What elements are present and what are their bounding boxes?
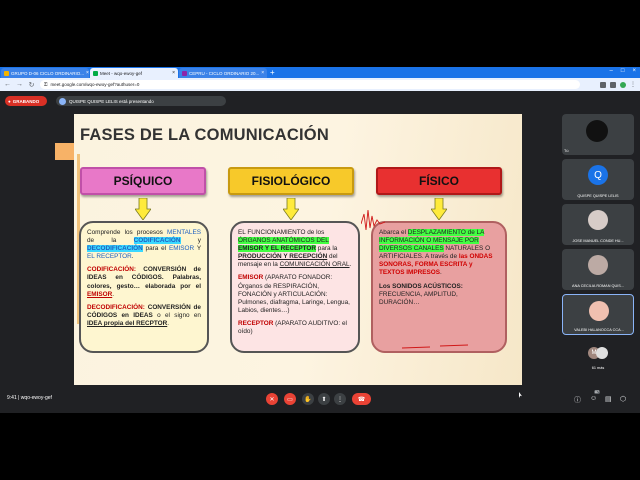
text: FRECUENCIA, AMPLITUD, DURACIÓN… [379,290,458,306]
text: EL FUNCIONAMIENTO de los [238,229,325,236]
phase-fisiologico: FISIOLÓGICO [228,167,354,195]
more-participants-tile[interactable] [562,339,634,380]
avatar [589,301,609,321]
annotation-scribble [361,204,387,238]
text: Abarca el [379,229,408,236]
text: ÓRGANOS ANATÓMICOS [238,237,315,245]
activities-icon[interactable]: ⬡ [620,396,627,403]
tab-label: Meet - wqo-ewoy-gef [100,70,143,76]
presentation-slide [74,114,522,385]
avatar [596,347,608,359]
presenter-banner [56,96,226,106]
text: de la [87,237,134,245]
presenter-avatar [59,98,66,105]
browser-tab-bar [0,67,640,78]
extension-icons [600,82,636,88]
participant-name: ANA CECILIA ROMAN QUIS... [572,284,624,288]
mic-off-button[interactable]: ✕ [266,393,278,405]
participant-name: JOSE MANUEL CONDE HU... [572,239,624,243]
text: . [167,319,170,327]
participant-tile[interactable] [562,204,634,245]
phase-psiquico: PSÍQUICO [80,167,206,195]
participant-count-badge: 87 [595,390,599,394]
down-arrow-icon [135,198,151,220]
close-window-icon[interactable]: × [632,68,636,74]
text: MENTALES [167,229,201,236]
tab-cepru[interactable] [179,68,267,78]
text: . [131,253,134,261]
reload-icon[interactable]: ↻ [28,81,35,89]
text: (APARATO FONADOR: Órganos de RESPIRACIÓN, FONACIÓN y ARTICULACIÓN: Pulmones, diafragma, Laringe, Lengua, Labios, dientes…) [238,274,350,314]
participant-tile-active[interactable] [562,294,634,335]
card-fisiologico [230,221,360,353]
text: Y [194,245,201,253]
text: DECODIFICACIÓN: [87,303,145,311]
text: EMISOR [87,290,113,298]
text: del mensaje en la [238,253,338,269]
lock-icon: ⚿ [44,82,48,87]
tab-favicon-icon [182,71,187,76]
text: CONVERSIÓN de IDEAS en CÓDIGOS. Palabras, colores, gesto… [87,266,201,290]
text: DECODIFICACIÓN [87,245,143,253]
participant-tile-self[interactable] [562,114,634,155]
back-icon[interactable]: ← [4,81,11,88]
text: DEL [314,237,329,245]
text: para el [142,245,169,253]
recording-badge[interactable] [5,96,47,106]
new-tab-button[interactable]: + [270,68,275,77]
text: EL RECEPTOR [87,253,132,261]
present-button[interactable]: ⬆ [318,393,330,405]
presenter-label: QUISPE QUISPE LELIS está presentando [69,98,154,104]
extension-icon[interactable] [610,82,616,88]
meeting-time-code: 9:41 | wqo-ewoy-gef [7,395,52,401]
participant-tile[interactable] [562,159,634,200]
recording-label: GRABANDO [12,98,40,104]
tab-favicon-icon [4,71,9,76]
text: para la [316,245,338,253]
screen [0,67,640,413]
more-options-button[interactable]: ⋮ [334,393,346,405]
url-text: meet.google.com/wqo-ewoy-gef?authuser=0 [50,82,140,87]
meet-control-bar [0,389,640,413]
text: CONVERSIÓN de CÓDIGOS en IDEAS [87,303,201,319]
text: NATURALES O ARTIFICIALES. A través de [379,245,491,261]
close-icon[interactable]: × [172,70,175,76]
address-bar [0,78,640,91]
info-icon[interactable]: ⓘ [574,397,581,404]
chat-icon[interactable]: ▤ [605,396,612,403]
participant-tile[interactable] [562,249,634,290]
tab-grupo[interactable] [1,68,89,78]
close-icon[interactable]: × [261,70,265,76]
text: o el signo en [152,311,201,319]
menu-icon[interactable]: ⋮ [630,81,636,88]
card-psiquico [79,221,209,353]
participant-name: VALEBI HALANOCCA CCA... [574,328,624,332]
text: . [439,269,442,277]
raise-hand-button[interactable]: ✋ [302,393,314,405]
meet-favicon-icon [93,71,98,76]
phase-fisico: FÍSICO [376,167,502,195]
url-field[interactable] [40,80,580,89]
card-fisico [371,221,507,353]
text: CODIFICACIÓN: [87,266,136,274]
text: . [112,290,114,298]
more-participants-label: 61 más [591,366,605,370]
text: las ONDAS SONORAS, FORMA ESCRITA y TEXTOS IMPRESOS [379,253,493,277]
forward-icon[interactable]: → [16,81,23,88]
text: Los SONIDOS ACÚSTICOS: [379,282,463,290]
text: EMISOR [238,274,264,282]
text: EMISOR Y EL RECEPTOR [238,245,317,253]
close-icon[interactable]: × [86,70,89,76]
text: DESPLAZAMIENTO de LA INFORMACIÓN O MENSAJE POR DIVERSOS CANALES [379,229,485,253]
end-call-button[interactable]: ☎ [352,393,371,405]
text: PRODUCCIÓN Y RECEPCIÓN [238,253,328,261]
participant-name: QUISPE QUISPE LELIS [577,194,619,198]
avatar [588,210,608,230]
extension-icon[interactable] [600,82,606,88]
tab-label: CEPRU - CICLO ORDINARIO 20... [189,70,260,76]
text: Comprende los procesos [87,229,168,236]
profile-icon[interactable] [620,82,626,88]
participant-name: Tú [564,149,569,153]
text: COMUNICACIÓN ORAL [279,261,350,269]
text: y [180,237,201,245]
avatar [586,120,608,142]
text: EMISOR [168,245,195,253]
down-arrow-icon [283,198,299,220]
minimize-icon[interactable]: – [609,68,613,74]
text: CODIFICACIÓN [133,237,181,245]
avatar: Q [588,165,608,185]
text: IDEA propia del RECPTOR [87,319,168,327]
annotation-underline [400,342,470,352]
maximize-icon[interactable]: □ [620,68,625,74]
record-icon: ● [8,98,11,104]
window-controls [610,68,636,74]
text: . [349,261,352,269]
camera-off-button[interactable]: ▭ [284,393,296,405]
text: RECEPTOR [238,319,274,327]
tab-meet[interactable] [90,68,178,78]
slide-title: FASES DE LA COMUNICACIÓN [80,126,329,144]
avatar [588,255,608,275]
text: (APARATO AUDITIVO: el oído) [238,319,347,336]
tab-label: GRUPO D-06 CICLO ORDINARIO... [11,70,85,76]
down-arrow-icon [431,198,447,220]
text: elaborada por el [145,282,201,290]
people-icon[interactable]: ☺ [590,395,598,402]
avatar: M [588,347,600,359]
